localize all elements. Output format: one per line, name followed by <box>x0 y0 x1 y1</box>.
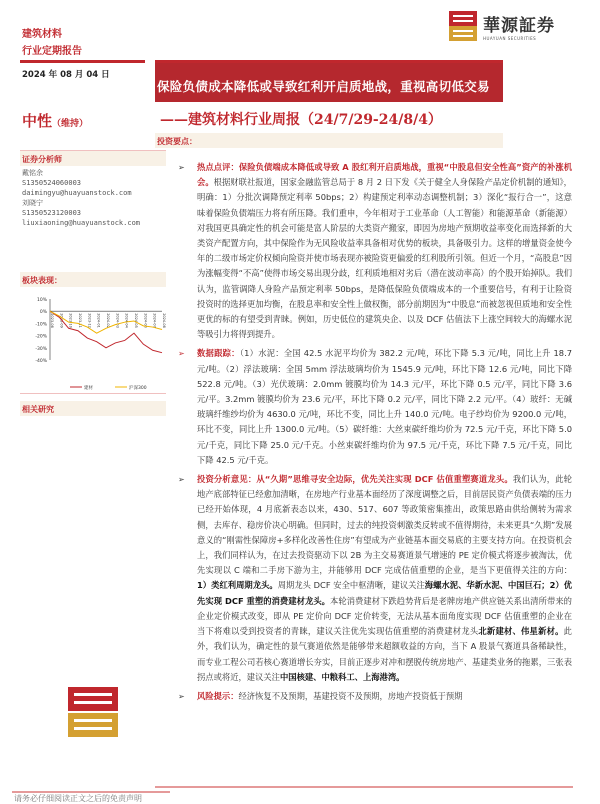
bullet-heading: 风险提示： <box>197 690 239 701</box>
analyst-name: 戴铭余 <box>22 169 43 177</box>
analyst-section <box>20 150 166 166</box>
bullet-bold: 海螺水泥、华新水泥、中国巨石；2）优先实现 DCF 重塑的消费建材龙头。 <box>197 580 572 606</box>
bullet-heading: 热点点评：保险负债端成本降低或导致 A 股红利开启质地战，重视“中股息但安全性高”资产的补涨机会。 <box>197 162 572 188</box>
x-tick-label: 2024-03 <box>115 313 120 328</box>
arrow-bullet-icon: ➢ <box>178 691 185 701</box>
arrow-bullet-icon: ➢ <box>178 475 185 485</box>
bullet-text: 此外，我们认为，确定性的景气赛道依然是能够带来超额收益的方向，当下 A 股景气赛道具备稀缺性，而专业工程公司若核心赛道增长夯实，目前正逐步对冲和摆脱传统房地产、基建类业务的拖累，三张表拐点或将近，建议关注 <box>197 626 572 682</box>
bullet-text: 我们认为，此轮地产底部特征已经愈加清晰，在房地产行业基本面经历了深度调整之后，目前居民资产负债表端的压力已经开始体现，4 月底新表态以来，430、517、607 等政策密集推出，政策思路由供给侧转为需求侧，去库存、稳房价决心明确。但同时，过去的纯投资刺激类反转或不值得期待，未来更具“久期”发展意义的“刚需性保障房+多样化改善性住房”有望成为产业链基本面交易底的主要支持方向。在投资机会上，我们同样认为，在过去投资驱动下以 2B 为主交易赛道景气增速的 PE 定价模式将逐步被淘汰，优先实现以 C 端和二手房下游为主，并能够用 DCF 完成估值重塑的企业，是当下更值得关注的方向： <box>197 474 572 576</box>
brand-seal-icon <box>448 10 478 42</box>
bullet-bold: 北新建材、伟星新材。 <box>478 626 564 637</box>
bullet-text: （1）水泥：全国 42.5 水泥平均价为 382.2 元/吨，环比下降 5.3 元/吨，同比上升 18.7 元/吨。（2）浮法玻璃：全国 5mm 浮法玻璃均价为 1545.9 元/吨，环比下降 12.6 元/吨，同比下降 522.8 元/吨。（3）光伏玻璃：2.0mm 镀膜均价为 14.3 元/平，环比下降 0.5 元/平，同比下降 3.6 元/平。3.2mm 镀膜均价为 23.6 元/平，环比下降 0.2 元/平，同比下降 2.2 元/平。（4）玻纤：无碱玻璃纤维纱均价为 4630.0 元/吨，环比不变，同比上升 140.0 元/吨。电子纱均价为 9200.0 元/吨，环比不变，同比上升 1300.0 元/吨。（5）碳纤维：大丝束碳纤维均价为 72.5 元/千克，环比下降 5.0 元/千克，同比下降 25.0 元/千克。小丝束碳纤维均价为 97.5 元/千克，环比下降 7.5 元/千克，同比下降 42.5 元/千克。 <box>197 348 572 465</box>
bullet-text: 周期龙头 DCF 安全中枢清晰，建议关注 <box>277 580 425 591</box>
x-tick-label: 2023-09 <box>59 313 64 328</box>
bullet-text: 经济恢复不及预期，基建投资不及预期，房地产投资低于预期 <box>238 690 463 701</box>
bullet-heading: 数据跟踪： <box>197 348 240 359</box>
bullet-text: 本轮消费建材下跌趋势背后是老牌房地产供应链关系出清所带来的企业定价模式改变，即从 PE 定价向 DCF 定价转变，无法从基本面角度实现 DCF 估值重塑的企业在当下将难以受到投资者的青睐，建议关注优先实现估值重塑的消费建材龙头 <box>197 595 572 637</box>
x-tick-label: 2023-11 <box>78 313 82 328</box>
y-tick-label: -30% <box>35 346 47 352</box>
analyst-list <box>22 168 140 228</box>
x-tick-label: 2024-07 <box>152 313 157 328</box>
legend-label: 建材 <box>84 386 93 391</box>
brand-name: 華源証券 <box>483 16 555 36</box>
x-tick-label: 2023-10 <box>68 313 73 328</box>
x-tick-label: 2024-08 <box>162 313 166 328</box>
analyst-email[interactable]: daimingyu@huayuanstock.com <box>22 189 132 197</box>
legend-label: 沪深300 <box>129 386 147 391</box>
related-section <box>20 393 166 416</box>
performance-chart <box>20 287 166 402</box>
bullet-investment-view <box>172 472 572 685</box>
brand-logo <box>448 10 555 42</box>
x-tick-label: 2023-12 <box>87 313 92 328</box>
key-points-body <box>172 160 572 708</box>
analyst-email[interactable]: liuxiaoning@huayuanstock.com <box>22 219 141 227</box>
bullet-hot-topic <box>172 160 572 342</box>
bullet-heading: 投资分析意见：从“久期”思维寻安全边际，优先关注实现 DCF 估值重塑赛道龙头。 <box>197 474 513 485</box>
x-tick-label: 2023-08 <box>50 313 54 328</box>
related-header: 相关研究 <box>20 401 166 416</box>
x-tick-label: 2024-01 <box>96 313 101 328</box>
x-tick-label: 2024-02 <box>106 313 110 328</box>
brand-seal-icon <box>68 687 118 737</box>
bullet-text: 根据财联社报道，国家金融监管总局于 8 月 2 日下发《关于健全人身保险产品定价机制的通知》，明确：1）分批次调降预定利率 50bps；2）构建预定利率动态调整机制；3）深化“报行合一”，这意味着保险负债端压力将有所压降。我们重申，今年相对于工业革命（人工智能）和能源革命（新能源）对我国更具确定性的机会可能是富人阶层的大类资产搬家，即因为房地产预期收益率变化而选择新的大类资产配置方向，其中保险作为无风险收益率具备相对优势的板块，具备吸引力。这样的增量资金使今年的二级市场定价权倾向险资并使市场表现亦被险资更偏爱的红利股所引领。但近一个月，“高股息”因为涨幅变得“不高”使得市场交易出现分歧，红利质地相对劣后（潜在波动率高）的个股开始掉队。我们认为，监管调降人身险产品预定利率 50bps，是降低保险负债端成本的一个重要信号，有利于让险资投资时的选择更加均衡，在股息率和安全性上做权衡，部分前期因为“中股息”而被忽视但质地和安全性更优的标的有望受到青睐。例如，历史低位的建筑央企、以及 DCF 估值法下上涨空间较大的海螺水泥等吸引力将得到提升。 <box>197 177 572 340</box>
performance-header: 板块表现： <box>20 272 166 287</box>
analyst-header: 证券分析师 <box>20 151 166 166</box>
x-tick-label: 2024-06 <box>143 313 148 328</box>
divider <box>20 60 145 63</box>
arrow-bullet-icon: ➢ <box>178 349 185 359</box>
bullet-data-tracking <box>172 346 572 468</box>
key-points-header: 投资要点： <box>155 133 503 148</box>
y-tick-label: 0% <box>39 310 47 316</box>
rating <box>22 110 88 131</box>
report-category: 建筑材料 <box>22 29 62 40</box>
x-tick-label: 2024-05 <box>134 313 138 328</box>
analyst-name: 刘晓宁 <box>22 199 43 207</box>
y-tick-label: 10% <box>36 298 47 303</box>
rating-note: （维持） <box>52 119 89 129</box>
y-tick-label: -40% <box>35 359 47 364</box>
analyst-cert: S1350523120003 <box>22 209 82 217</box>
seal-logo <box>68 687 118 741</box>
rating-value: 中性 <box>22 112 53 130</box>
report-title: 保险负债成本降低或导致红利开启质地战，重视高切低交易 <box>155 60 503 102</box>
analyst-cert: S1350524060003 <box>22 179 82 187</box>
bullet-risk <box>172 689 572 704</box>
disclaimer-note: 请务必仔细阅读正文之后的免责声明 <box>14 794 142 803</box>
report-type: 行业定期报告 <box>22 46 82 57</box>
performance-section <box>20 272 166 406</box>
bullet-bold: 1）类红利周期龙头。 <box>197 580 278 591</box>
x-tick-label: 2024-04 <box>124 313 129 328</box>
divider <box>155 786 573 788</box>
brand-name-en: HUAYUAN SECURITIES <box>483 36 537 41</box>
y-tick-label: -10% <box>35 322 47 328</box>
report-date: 2024 年 08 月 04 日 <box>22 70 110 80</box>
y-tick-label: -20% <box>35 334 47 340</box>
arrow-bullet-icon: ➢ <box>178 163 185 172</box>
bullet-bold: 中国核建、中粮科工、上海港湾。 <box>279 671 405 682</box>
report-subtitle: ——建筑材料行业周报（24/7/29-24/8/4） <box>160 112 442 128</box>
